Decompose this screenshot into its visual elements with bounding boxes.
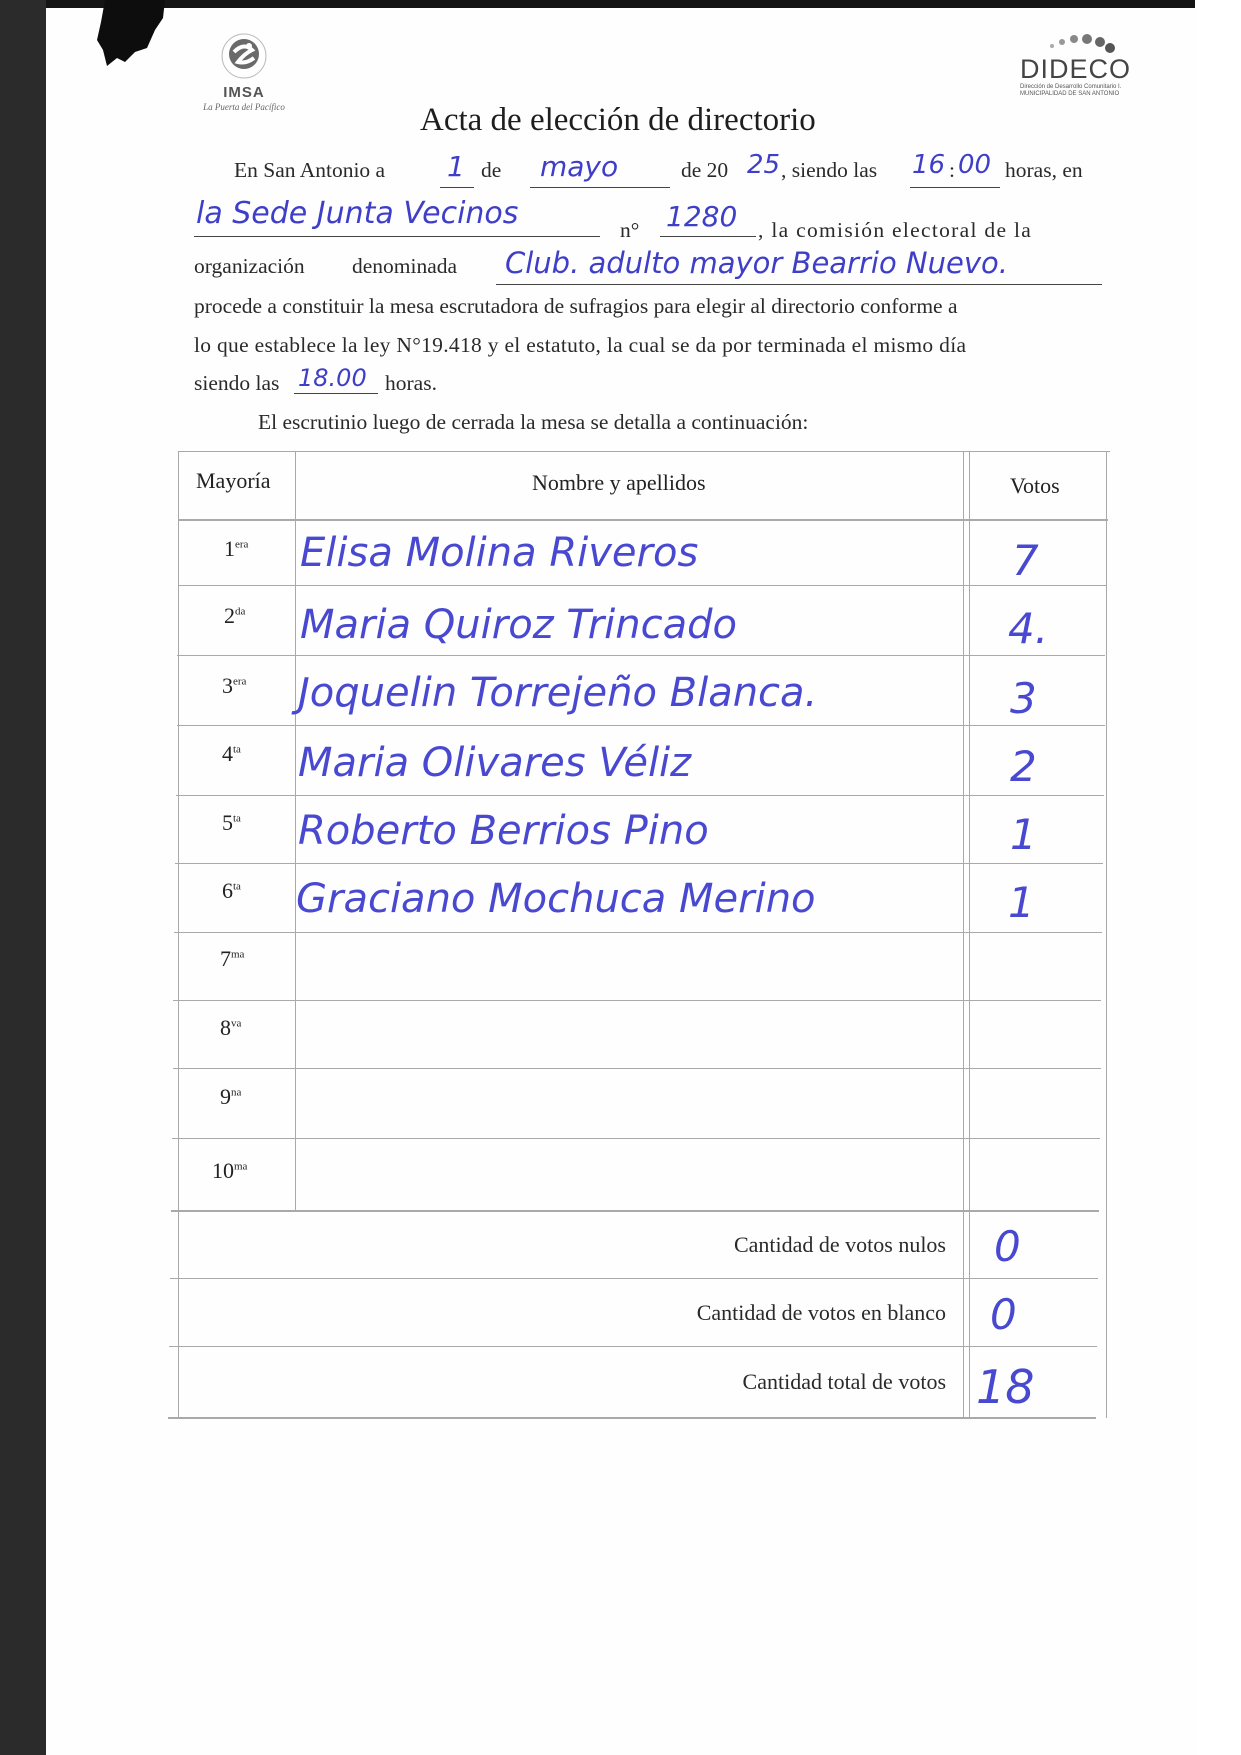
total-votes-label: Cantidad total de votos	[742, 1369, 946, 1394]
row-rank: $5^{ta}$	[222, 810, 241, 835]
handwritten-start-hour: 16	[912, 150, 946, 180]
table-line-col1	[295, 451, 296, 1212]
text-de-20: de 20	[681, 158, 729, 182]
table-line-summary	[170, 1278, 1098, 1279]
table-line-left	[178, 451, 179, 1418]
dideco-logo-text: DIDECO	[1020, 54, 1132, 84]
text-en-san-antonio: En San Antonio a	[234, 158, 386, 182]
candidate-name: Joquelin Torrejeño Blanca.	[298, 670, 818, 716]
handwritten-place-number: 1280	[666, 200, 738, 233]
text-colon: :	[949, 158, 955, 182]
candidate-votes: 1	[1010, 810, 1037, 859]
handwritten-end-hour: 18.00	[298, 364, 367, 392]
document-title: Acta de elección de directorio	[420, 102, 816, 138]
text-denominada: denominada	[352, 254, 458, 278]
text-organizacion: organización	[194, 254, 305, 278]
row-rank: $10^{ma}$	[212, 1158, 248, 1183]
blank-votes-label: Cantidad de votos en blanco	[696, 1300, 946, 1325]
candidate-votes: 2	[1010, 742, 1037, 791]
table-line-top	[178, 451, 1110, 452]
table-line-bottom	[168, 1417, 1096, 1419]
row-rank: $9^{na}$	[220, 1084, 242, 1109]
table-line-row	[176, 795, 1104, 796]
text-escrutinio-detalle: El escrutinio luego de cerrada la mesa se detalla a continuación:	[258, 410, 809, 434]
table-line-row	[177, 655, 1105, 656]
table-line-row	[173, 1068, 1101, 1069]
col-header-name: Nombre y apellidos	[532, 470, 706, 495]
row-rank: $7^{ma}$	[220, 946, 245, 971]
table-line-summary	[169, 1346, 1097, 1347]
table-line-row	[177, 725, 1105, 726]
blank-votes-value: 0	[990, 1290, 1017, 1339]
dideco-logo-subtitle: Dirección de Desarrollo Comunitario I. MUNICIPALIDAD DE SAN ANTONIO	[1020, 84, 1122, 97]
text-numero: n°	[620, 218, 640, 242]
table-line-row	[178, 585, 1106, 586]
row-rank: $8^{va}$	[220, 1015, 242, 1040]
candidate-name: Maria Olivares Véliz	[298, 740, 692, 786]
row-rank: $1^{era}$	[224, 536, 249, 561]
candidate-name: Elisa Molina Riveros	[300, 530, 699, 576]
handwritten-year: 25	[747, 150, 781, 180]
table-line-col2	[963, 451, 964, 1418]
handwritten-organization-name: Club. adulto mayor Bearrio Nuevo.	[505, 246, 1008, 280]
imsa-logo-text: IMSA	[223, 84, 265, 101]
text-siendo-las: , siendo las	[781, 158, 878, 182]
candidate-votes: 1	[1008, 878, 1035, 927]
table-line-col2b	[969, 451, 970, 1418]
text-ley-estatuto: lo que establece la ley N°19.418 y el estatuto, la cual se da por terminada el mismo día	[194, 333, 967, 357]
handwritten-place: la Sede Junta Vecinos	[196, 196, 519, 231]
text-comision-electoral: , la comisión electoral de la	[758, 218, 1033, 242]
row-rank: $2^{da}$	[224, 603, 246, 628]
text-siendo-las-fin: siendo las	[194, 371, 280, 395]
candidate-name: Maria Quiroz Trincado	[300, 602, 737, 648]
candidate-votes: 4.	[1008, 604, 1049, 653]
text-procede-constituir: procede a constituir la mesa escrutadora de sufragios para elegir al directorio conforme a	[194, 294, 958, 318]
col-header-majority: Mayoría	[196, 468, 271, 493]
imsa-logo-tagline: La Puerta del Pacífico	[203, 102, 285, 112]
text-de-1: de	[481, 158, 502, 182]
handwritten-start-minutes: 00	[958, 150, 992, 180]
table-line-row	[171, 1210, 1099, 1212]
candidate-name: Roberto Berrios Pino	[298, 808, 709, 854]
row-rank: $6^{ta}$	[222, 878, 241, 903]
candidate-votes: 7	[1012, 536, 1039, 585]
col-header-votes: Votos	[1010, 473, 1060, 498]
table-line-row	[173, 1000, 1101, 1001]
table-line-row	[172, 1138, 1100, 1139]
text-horas-en: horas, en	[1005, 158, 1083, 182]
text-horas-fin: horas.	[385, 371, 437, 395]
table-line-right	[1106, 451, 1107, 1418]
candidate-name: Graciano Mochuca Merino	[296, 876, 816, 922]
candidate-votes: 3	[1010, 674, 1037, 723]
row-rank: $4^{ta}$	[222, 741, 241, 766]
handwritten-month: mayo	[540, 150, 619, 183]
handwritten-day: 1	[447, 150, 465, 183]
row-rank: $3^{era}$	[222, 673, 247, 698]
total-votes-value: 18	[976, 1360, 1035, 1414]
null-votes-value: 0	[994, 1222, 1021, 1271]
null-votes-label: Cantidad de votos nulos	[733, 1232, 946, 1257]
